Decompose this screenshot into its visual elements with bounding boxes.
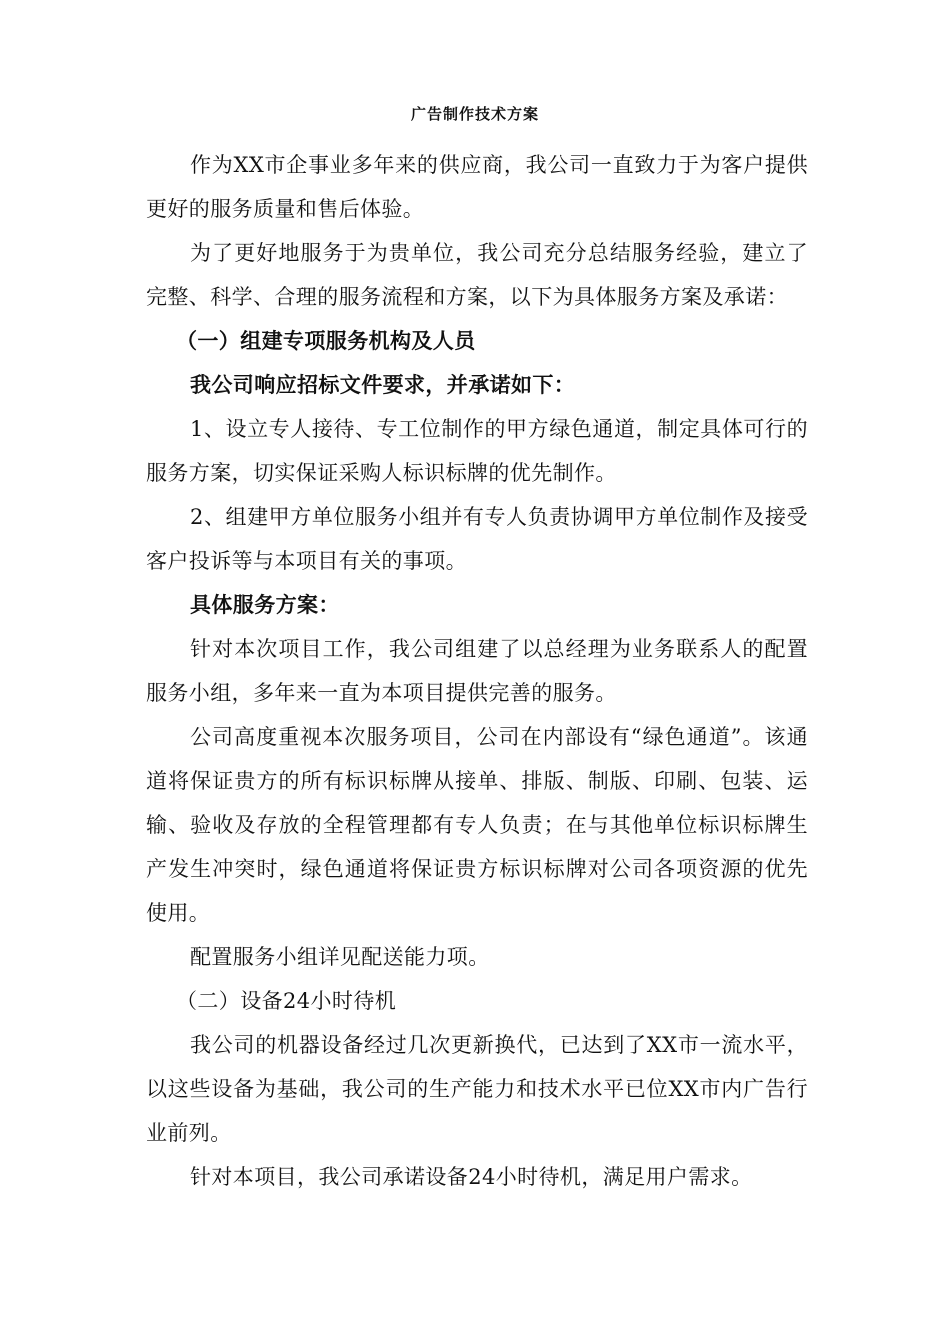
section-heading-2: （二）设备24小时待机 [176, 989, 397, 1013]
document-body [146, 143, 808, 1199]
commitment-heading: 我公司响应招标文件要求，并承诺如下： [190, 372, 576, 397]
document-title: 广告制作技术方案 [410, 105, 539, 123]
paragraph-intro: 作为XX市企事业多年来的供应商，我公司一直致力于为客户提供更好的服务质量和售后体验。 [146, 153, 808, 221]
paragraph-green-channel: 公司高度重视本次服务项目，公司在内部设有“绿色通道”。该通道将保证贵方的所有标识标牌从接单、排版、制版、印刷、包装、运输、验收及存放的全程管理都有专人负责；在与其他单位标识标牌生产发生冲突时，绿色通道将保证贵方标识标牌对公司各项资源的优先使用。 [146, 725, 808, 925]
paragraph-team-reference: 配置服务小组详见配送能力项。 [190, 945, 490, 969]
paragraph-service-overview: 为了更好地服务于为贵单位，我公司充分总结服务经验，建立了完整、科学、合理的服务流程和方案，以下为具体服务方案及承诺： [146, 241, 808, 309]
paragraph-service-team: 针对本次项目工作，我公司组建了以总经理为业务联系人的配置服务小组，多年来一直为本项目提供完善的服务。 [146, 637, 808, 705]
paragraph-standby-commitment: 针对本项目，我公司承诺设备24小时待机，满足用户需求。 [190, 1165, 753, 1189]
commitment-item-1: 1、设立专人接待、专工位制作的甲方绿色通道，制定具体可行的服务方案，切实保证采购人标识标牌的优先制作。 [146, 417, 808, 485]
section-heading-1: （一）组建专项服务机构及人员 [176, 328, 476, 353]
commitment-item-2: 2、组建甲方单位服务小组并有专人负责协调甲方单位制作及接受客户投诉等与本项目有关的事项。 [146, 505, 808, 573]
service-plan-heading: 具体服务方案： [190, 592, 340, 617]
paragraph-equipment: 我公司的机器设备经过几次更新换代，已达到了XX市一流水平，以这些设备为基础，我公司的生产能力和技术水平已位XX市内广告行业前列。 [146, 1033, 808, 1145]
